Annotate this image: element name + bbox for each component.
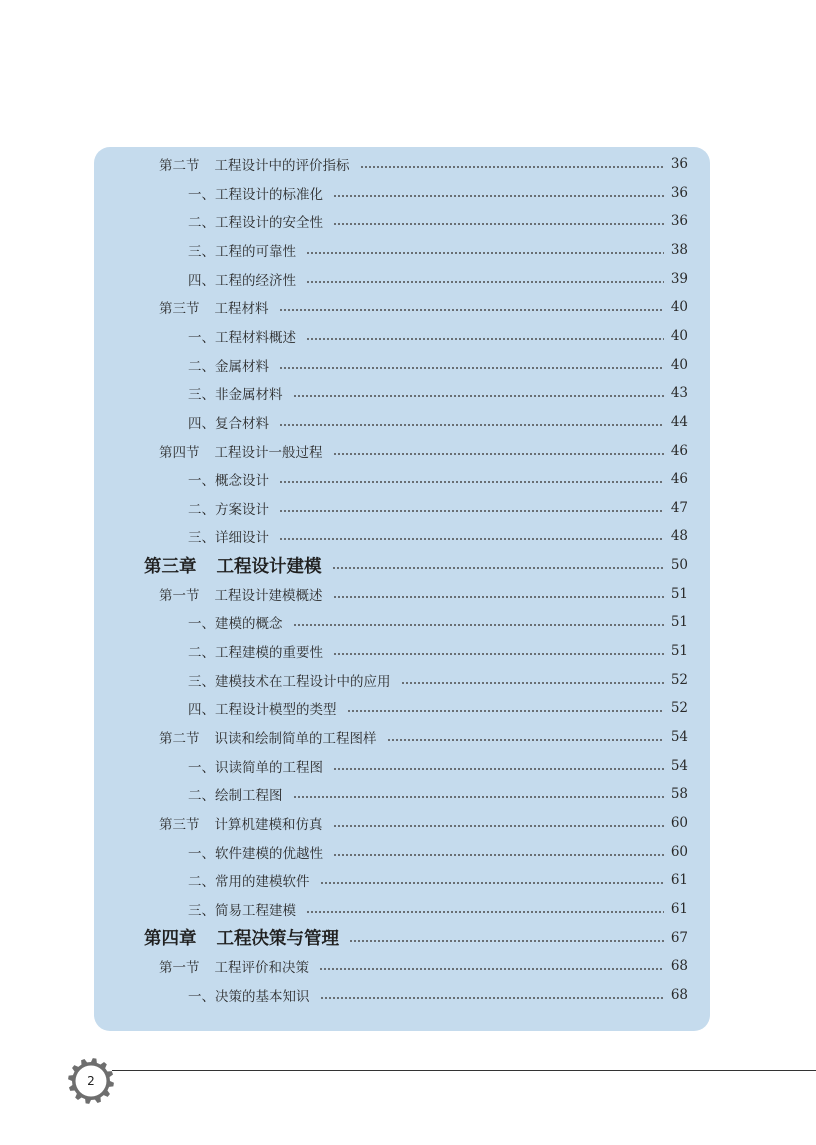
toc-entry-title: 四、工程的经济性 [188, 272, 296, 289]
toc-entry-title: 工程设计建模 [216, 556, 322, 577]
toc-entry[interactable] [94, 295, 710, 319]
dot-leader [293, 623, 665, 627]
toc-entry-page: 58 [670, 786, 688, 803]
toc-entry-page: 38 [670, 241, 688, 258]
toc-entry-title: 一、工程设计的标准化 [188, 186, 323, 203]
toc-entry-page: 40 [670, 299, 688, 316]
section-number: 第三节 [159, 301, 200, 318]
toc-entry[interactable] [94, 954, 710, 978]
dot-leader [333, 767, 664, 771]
toc-entry[interactable] [94, 782, 710, 806]
dot-leader [279, 509, 664, 513]
dot-leader [319, 967, 664, 971]
toc-entry[interactable] [94, 610, 710, 634]
toc-entry[interactable] [94, 238, 710, 262]
toc-entry-title: 二、工程建模的重要性 [188, 645, 323, 662]
toc-entry[interactable] [94, 267, 710, 291]
dot-leader [306, 337, 664, 341]
dot-leader [279, 537, 664, 541]
toc-entry-page: 40 [670, 356, 688, 373]
dot-leader [387, 738, 665, 742]
footer-rule [112, 1070, 816, 1071]
toc-entry-title: 四、工程设计模型的类型 [188, 702, 337, 719]
toc-entry-title: 四、复合材料 [188, 415, 269, 432]
dot-leader [293, 795, 665, 799]
dot-leader [360, 165, 665, 169]
toc-entry-title: 工程设计中的评价指标 [214, 158, 350, 174]
toc-entry[interactable] [94, 553, 710, 577]
toc-entry-page: 50 [670, 557, 688, 574]
section-number: 第四节 [159, 444, 200, 461]
toc-entry-page: 54 [670, 729, 688, 745]
toc-entry[interactable] [94, 496, 710, 520]
toc-entry-page: 36 [670, 184, 688, 201]
toc-entry-page: 67 [670, 929, 688, 946]
toc-entry-title: 一、决策的基本知识 [188, 988, 310, 1005]
toc-entry[interactable] [94, 840, 710, 864]
toc-entry[interactable] [94, 926, 710, 950]
toc-entry[interactable] [94, 524, 710, 548]
toc-entry-title: 一、工程材料概述 [188, 329, 296, 346]
toc-entry[interactable] [94, 811, 710, 835]
toc-entry-title: 二、绘制工程图 [188, 788, 283, 805]
toc-entry-title: 工程决策与管理 [216, 929, 339, 950]
dot-leader [347, 709, 665, 713]
dot-leader [306, 251, 664, 255]
dot-leader [306, 280, 664, 284]
toc-entry[interactable] [94, 353, 710, 377]
toc-entry[interactable] [94, 696, 710, 720]
toc-entry-page: 46 [670, 471, 688, 488]
section-number: 第一节 [159, 587, 200, 604]
dot-leader [401, 681, 665, 685]
dot-leader [333, 194, 664, 198]
toc-entry-page: 36 [670, 213, 688, 230]
dot-leader [333, 652, 664, 656]
dot-leader [279, 423, 664, 427]
toc-entry-title: 三、工程的可靠性 [188, 243, 296, 260]
toc-entry[interactable] [94, 209, 710, 233]
toc-entry-title: 一、软件建模的优越性 [188, 845, 323, 862]
toc-entry-title: 三、非金属材料 [188, 387, 283, 404]
chapter-number: 第三章 [144, 556, 197, 577]
dot-leader [320, 881, 665, 885]
section-number: 第一节 [159, 960, 200, 977]
toc-entry[interactable] [94, 868, 710, 892]
toc-entry-page: 61 [670, 872, 688, 889]
toc-entry-page: 51 [670, 614, 688, 631]
toc-entry-page: 60 [670, 814, 688, 831]
section-number: 第二节 [159, 731, 200, 747]
toc-entry-page: 48 [670, 528, 688, 545]
toc-entry-page: 60 [670, 843, 688, 860]
toc-entry-title: 计算机建模和仿真 [214, 816, 323, 833]
toc-entry-title: 三、简易工程建模 [188, 902, 296, 919]
page-number: 2 [87, 1074, 95, 1088]
toc-entry[interactable] [94, 897, 710, 921]
toc-entry[interactable] [94, 983, 710, 1007]
toc-entry[interactable] [94, 324, 710, 348]
toc-entry-page: 68 [670, 958, 688, 975]
toc-entry[interactable] [94, 754, 710, 778]
toc-entry-page: 39 [670, 270, 688, 287]
toc-entry[interactable] [94, 410, 710, 434]
toc-entry-page: 47 [670, 499, 688, 516]
toc-entry-page: 51 [670, 643, 688, 660]
toc-entry-title: 三、建模技术在工程设计中的应用 [188, 673, 391, 690]
dot-leader [333, 452, 665, 456]
toc-entry-page: 43 [670, 385, 688, 402]
section-number: 第三节 [159, 816, 200, 833]
toc-entry-title: 一、概念设计 [188, 473, 269, 490]
toc-entry-title: 二、常用的建模软件 [188, 874, 310, 891]
toc-entry-title: 工程设计一般过程 [214, 444, 323, 461]
section-number: 第二节 [159, 158, 200, 174]
toc-entry[interactable] [94, 381, 710, 405]
toc-entry[interactable] [94, 639, 710, 663]
dot-leader [333, 595, 665, 599]
toc-entry-title: 一、识读简单的工程图 [188, 759, 323, 776]
toc-entry-page: 61 [670, 900, 688, 917]
toc-entry-page: 46 [670, 442, 688, 459]
toc-entry[interactable] [94, 467, 710, 491]
toc-panel [94, 147, 710, 1031]
dot-leader [306, 910, 664, 914]
toc-entry-title: 识读和绘制简单的工程图样 [214, 731, 377, 747]
toc-entry-page: 51 [670, 585, 688, 602]
toc-entry[interactable] [94, 582, 710, 606]
dot-leader [333, 853, 664, 857]
toc-entry-page: 44 [670, 413, 688, 430]
toc-entry-page: 36 [670, 156, 688, 172]
dot-leader [349, 939, 664, 943]
dot-leader [332, 566, 665, 570]
dot-leader [279, 366, 664, 370]
toc-entry-page: 54 [670, 757, 688, 774]
toc-entry-title: 工程评价和决策 [214, 960, 309, 977]
dot-leader [293, 394, 665, 398]
dot-leader [333, 824, 665, 828]
toc-entry[interactable] [94, 152, 710, 176]
toc-entry[interactable] [94, 439, 710, 463]
toc-entry[interactable] [94, 725, 710, 749]
toc-entry[interactable] [94, 181, 710, 205]
dot-leader [279, 308, 665, 312]
dot-leader [320, 996, 665, 1000]
toc-entry-title: 三、详细设计 [188, 530, 269, 547]
toc-entry-page: 68 [670, 986, 688, 1003]
toc-entry-page: 40 [670, 327, 688, 344]
toc-entry-page: 52 [670, 671, 688, 688]
toc-entry-title: 二、金属材料 [188, 358, 269, 375]
chapter-number: 第四章 [144, 929, 197, 950]
toc-entry-title: 二、方案设计 [188, 501, 269, 518]
toc-entry-title: 一、建模的概念 [188, 616, 283, 633]
dot-leader [279, 480, 664, 484]
toc-entry[interactable] [94, 668, 710, 692]
toc-entry-title: 工程材料 [214, 301, 269, 318]
dot-leader [333, 222, 664, 226]
toc-entry-title: 二、工程设计的安全性 [188, 215, 323, 232]
toc-entry-title: 工程设计建模概述 [214, 587, 323, 604]
toc-entry-page: 52 [670, 700, 688, 717]
